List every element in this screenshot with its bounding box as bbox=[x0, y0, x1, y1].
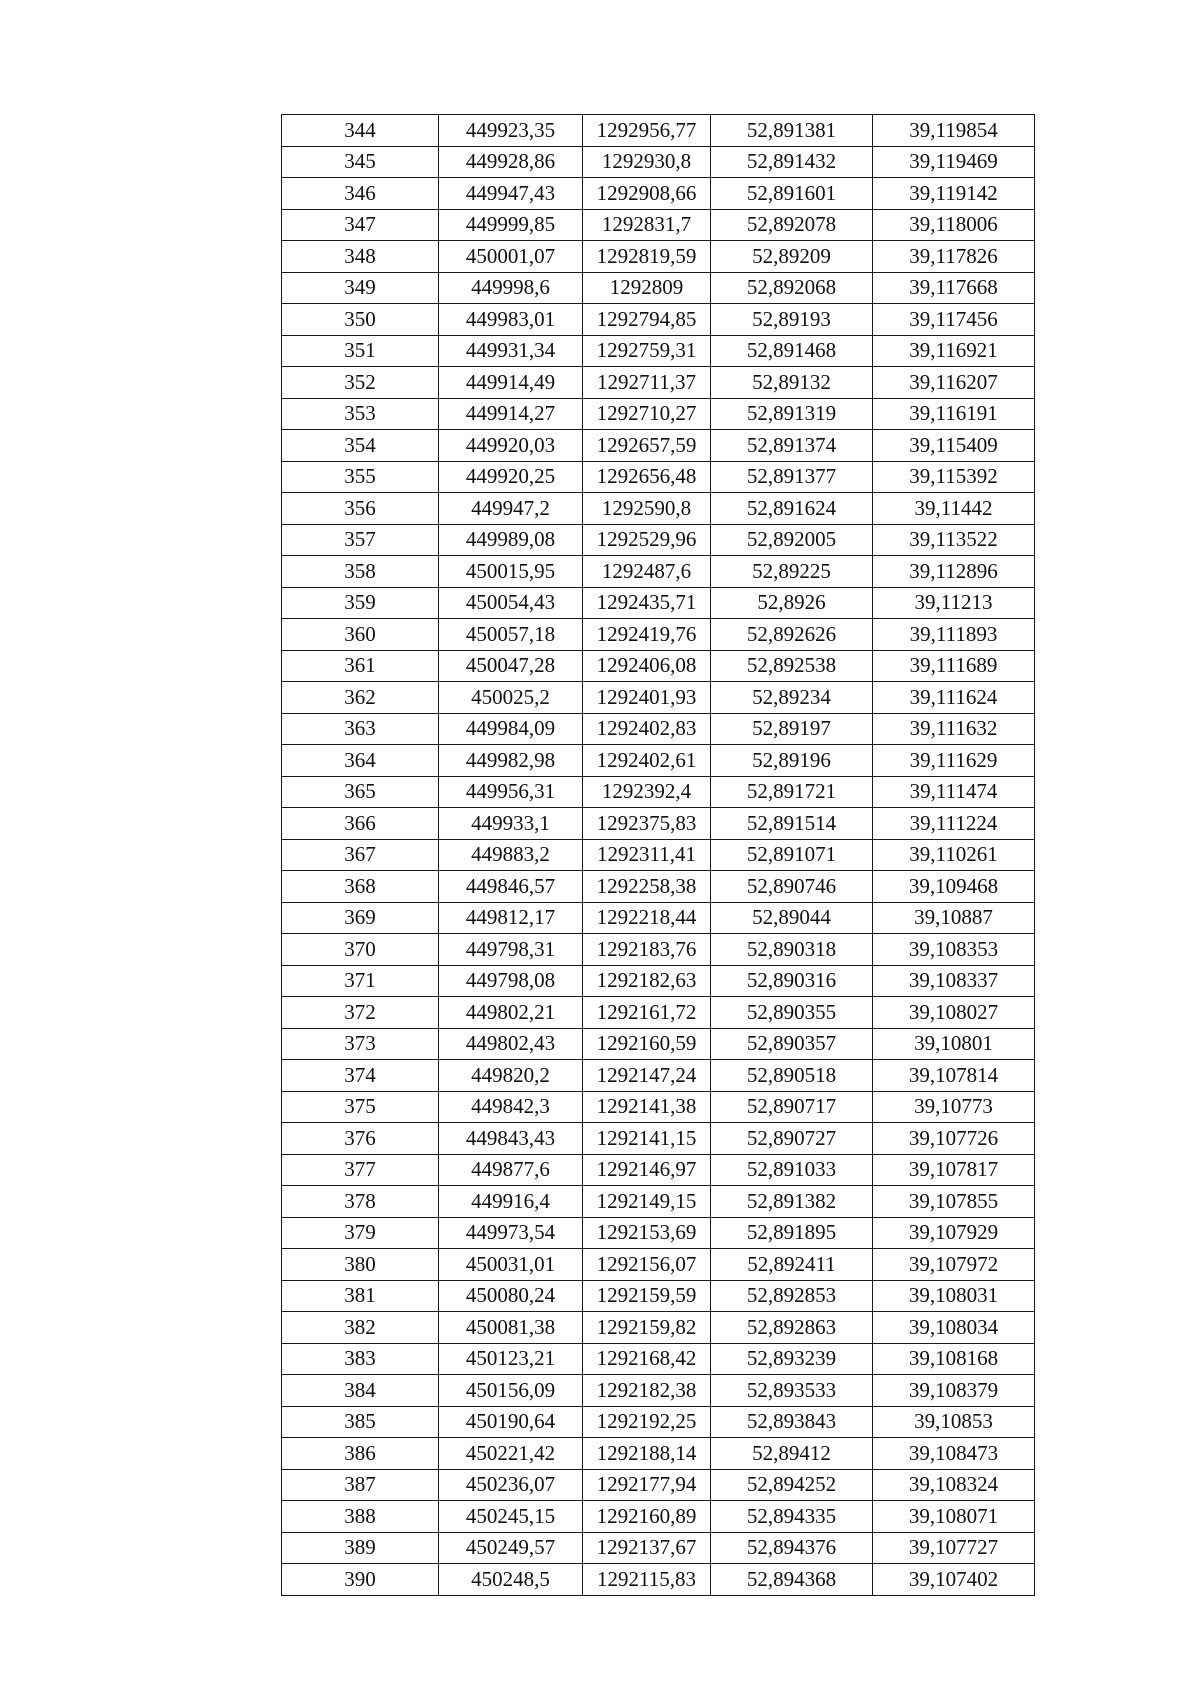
longitude-cell: 39,107402 bbox=[873, 1564, 1035, 1596]
point-number-cell: 365 bbox=[282, 776, 439, 808]
y-coordinate-cell: 1292146,97 bbox=[583, 1154, 711, 1186]
table-row bbox=[282, 146, 1035, 178]
point-number-cell: 376 bbox=[282, 1123, 439, 1155]
point-number-cell: 386 bbox=[282, 1438, 439, 1470]
latitude-cell: 52,89044 bbox=[711, 902, 873, 934]
x-coordinate-cell: 450031,01 bbox=[439, 1249, 583, 1281]
x-coordinate-cell: 449998,6 bbox=[439, 272, 583, 304]
x-coordinate-cell: 449931,34 bbox=[439, 335, 583, 367]
point-number-cell: 345 bbox=[282, 146, 439, 178]
latitude-cell: 52,89412 bbox=[711, 1438, 873, 1470]
point-number-cell: 350 bbox=[282, 304, 439, 336]
table-row bbox=[282, 1343, 1035, 1375]
latitude-cell: 52,89193 bbox=[711, 304, 873, 336]
latitude-cell: 52,890318 bbox=[711, 934, 873, 966]
point-number-cell: 357 bbox=[282, 524, 439, 556]
x-coordinate-cell: 450221,42 bbox=[439, 1438, 583, 1470]
latitude-cell: 52,893239 bbox=[711, 1343, 873, 1375]
x-coordinate-cell: 449923,35 bbox=[439, 115, 583, 147]
point-number-cell: 360 bbox=[282, 619, 439, 651]
x-coordinate-cell: 449947,43 bbox=[439, 178, 583, 210]
x-coordinate-cell: 450001,07 bbox=[439, 241, 583, 273]
x-coordinate-cell: 449920,25 bbox=[439, 461, 583, 493]
x-coordinate-cell: 450054,43 bbox=[439, 587, 583, 619]
x-coordinate-cell: 449956,31 bbox=[439, 776, 583, 808]
point-number-cell: 355 bbox=[282, 461, 439, 493]
latitude-cell: 52,891721 bbox=[711, 776, 873, 808]
longitude-cell: 39,108353 bbox=[873, 934, 1035, 966]
point-number-cell: 353 bbox=[282, 398, 439, 430]
x-coordinate-cell: 449916,4 bbox=[439, 1186, 583, 1218]
latitude-cell: 52,890717 bbox=[711, 1091, 873, 1123]
x-coordinate-cell: 449982,98 bbox=[439, 745, 583, 777]
y-coordinate-cell: 1292809 bbox=[583, 272, 711, 304]
latitude-cell: 52,892538 bbox=[711, 650, 873, 682]
latitude-cell: 52,891382 bbox=[711, 1186, 873, 1218]
longitude-cell: 39,111893 bbox=[873, 619, 1035, 651]
x-coordinate-cell: 450249,57 bbox=[439, 1532, 583, 1564]
longitude-cell: 39,109468 bbox=[873, 871, 1035, 903]
table-row bbox=[282, 115, 1035, 147]
latitude-cell: 52,89234 bbox=[711, 682, 873, 714]
point-number-cell: 354 bbox=[282, 430, 439, 462]
y-coordinate-cell: 1292529,96 bbox=[583, 524, 711, 556]
point-number-cell: 347 bbox=[282, 209, 439, 241]
point-number-cell: 377 bbox=[282, 1154, 439, 1186]
point-number-cell: 352 bbox=[282, 367, 439, 399]
point-number-cell: 369 bbox=[282, 902, 439, 934]
x-coordinate-cell: 450190,64 bbox=[439, 1406, 583, 1438]
latitude-cell: 52,891624 bbox=[711, 493, 873, 525]
table-row bbox=[282, 556, 1035, 588]
y-coordinate-cell: 1292759,31 bbox=[583, 335, 711, 367]
point-number-cell: 362 bbox=[282, 682, 439, 714]
y-coordinate-cell: 1292487,6 bbox=[583, 556, 711, 588]
y-coordinate-cell: 1292153,69 bbox=[583, 1217, 711, 1249]
x-coordinate-cell: 449914,49 bbox=[439, 367, 583, 399]
y-coordinate-cell: 1292711,37 bbox=[583, 367, 711, 399]
y-coordinate-cell: 1292192,25 bbox=[583, 1406, 711, 1438]
latitude-cell: 52,894335 bbox=[711, 1501, 873, 1533]
x-coordinate-cell: 449914,27 bbox=[439, 398, 583, 430]
table-row bbox=[282, 713, 1035, 745]
x-coordinate-cell: 449984,09 bbox=[439, 713, 583, 745]
longitude-cell: 39,108034 bbox=[873, 1312, 1035, 1344]
point-number-cell: 358 bbox=[282, 556, 439, 588]
y-coordinate-cell: 1292168,42 bbox=[583, 1343, 711, 1375]
longitude-cell: 39,111689 bbox=[873, 650, 1035, 682]
table-row bbox=[282, 1060, 1035, 1092]
point-number-cell: 379 bbox=[282, 1217, 439, 1249]
point-number-cell: 382 bbox=[282, 1312, 439, 1344]
longitude-cell: 39,119854 bbox=[873, 115, 1035, 147]
longitude-cell: 39,10853 bbox=[873, 1406, 1035, 1438]
table-row bbox=[282, 304, 1035, 336]
latitude-cell: 52,892005 bbox=[711, 524, 873, 556]
x-coordinate-cell: 449983,01 bbox=[439, 304, 583, 336]
y-coordinate-cell: 1292161,72 bbox=[583, 997, 711, 1029]
point-number-cell: 378 bbox=[282, 1186, 439, 1218]
y-coordinate-cell: 1292115,83 bbox=[583, 1564, 711, 1596]
table-row bbox=[282, 1532, 1035, 1564]
table-row bbox=[282, 241, 1035, 273]
point-number-cell: 344 bbox=[282, 115, 439, 147]
point-number-cell: 374 bbox=[282, 1060, 439, 1092]
y-coordinate-cell: 1292375,83 bbox=[583, 808, 711, 840]
table-row bbox=[282, 682, 1035, 714]
point-number-cell: 349 bbox=[282, 272, 439, 304]
longitude-cell: 39,108027 bbox=[873, 997, 1035, 1029]
point-number-cell: 380 bbox=[282, 1249, 439, 1281]
longitude-cell: 39,119142 bbox=[873, 178, 1035, 210]
longitude-cell: 39,107929 bbox=[873, 1217, 1035, 1249]
table-row bbox=[282, 776, 1035, 808]
table-row bbox=[282, 178, 1035, 210]
x-coordinate-cell: 450156,09 bbox=[439, 1375, 583, 1407]
longitude-cell: 39,116191 bbox=[873, 398, 1035, 430]
table-row bbox=[282, 587, 1035, 619]
x-coordinate-cell: 449846,57 bbox=[439, 871, 583, 903]
table-row bbox=[282, 1312, 1035, 1344]
longitude-cell: 39,119469 bbox=[873, 146, 1035, 178]
x-coordinate-cell: 450123,21 bbox=[439, 1343, 583, 1375]
table-row bbox=[282, 430, 1035, 462]
longitude-cell: 39,108168 bbox=[873, 1343, 1035, 1375]
y-coordinate-cell: 1292392,4 bbox=[583, 776, 711, 808]
y-coordinate-cell: 1292402,61 bbox=[583, 745, 711, 777]
x-coordinate-cell: 449798,08 bbox=[439, 965, 583, 997]
table-row bbox=[282, 367, 1035, 399]
point-number-cell: 371 bbox=[282, 965, 439, 997]
table-row bbox=[282, 461, 1035, 493]
y-coordinate-cell: 1292435,71 bbox=[583, 587, 711, 619]
point-number-cell: 346 bbox=[282, 178, 439, 210]
x-coordinate-cell: 450236,07 bbox=[439, 1469, 583, 1501]
y-coordinate-cell: 1292141,38 bbox=[583, 1091, 711, 1123]
x-coordinate-cell: 449933,1 bbox=[439, 808, 583, 840]
longitude-cell: 39,111474 bbox=[873, 776, 1035, 808]
latitude-cell: 52,891468 bbox=[711, 335, 873, 367]
table-row bbox=[282, 1154, 1035, 1186]
point-number-cell: 390 bbox=[282, 1564, 439, 1596]
x-coordinate-cell: 449999,85 bbox=[439, 209, 583, 241]
longitude-cell: 39,110261 bbox=[873, 839, 1035, 871]
table-row bbox=[282, 745, 1035, 777]
longitude-cell: 39,10801 bbox=[873, 1028, 1035, 1060]
latitude-cell: 52,890355 bbox=[711, 997, 873, 1029]
longitude-cell: 39,117668 bbox=[873, 272, 1035, 304]
table-row bbox=[282, 997, 1035, 1029]
table-row bbox=[282, 1438, 1035, 1470]
latitude-cell: 52,892853 bbox=[711, 1280, 873, 1312]
latitude-cell: 52,890316 bbox=[711, 965, 873, 997]
table-row bbox=[282, 1469, 1035, 1501]
latitude-cell: 52,890727 bbox=[711, 1123, 873, 1155]
point-number-cell: 359 bbox=[282, 587, 439, 619]
longitude-cell: 39,118006 bbox=[873, 209, 1035, 241]
latitude-cell: 52,892411 bbox=[711, 1249, 873, 1281]
y-coordinate-cell: 1292419,76 bbox=[583, 619, 711, 651]
table-row bbox=[282, 1249, 1035, 1281]
table-row bbox=[282, 1186, 1035, 1218]
table-row bbox=[282, 934, 1035, 966]
longitude-cell: 39,108337 bbox=[873, 965, 1035, 997]
y-coordinate-cell: 1292402,83 bbox=[583, 713, 711, 745]
x-coordinate-cell: 449820,2 bbox=[439, 1060, 583, 1092]
latitude-cell: 52,893533 bbox=[711, 1375, 873, 1407]
latitude-cell: 52,892626 bbox=[711, 619, 873, 651]
y-coordinate-cell: 1292137,67 bbox=[583, 1532, 711, 1564]
point-number-cell: 364 bbox=[282, 745, 439, 777]
latitude-cell: 52,891071 bbox=[711, 839, 873, 871]
longitude-cell: 39,107727 bbox=[873, 1532, 1035, 1564]
table-row bbox=[282, 524, 1035, 556]
table-row bbox=[282, 871, 1035, 903]
y-coordinate-cell: 1292590,8 bbox=[583, 493, 711, 525]
x-coordinate-cell: 449812,17 bbox=[439, 902, 583, 934]
longitude-cell: 39,111224 bbox=[873, 808, 1035, 840]
y-coordinate-cell: 1292149,15 bbox=[583, 1186, 711, 1218]
longitude-cell: 39,116207 bbox=[873, 367, 1035, 399]
longitude-cell: 39,108473 bbox=[873, 1438, 1035, 1470]
x-coordinate-cell: 450080,24 bbox=[439, 1280, 583, 1312]
longitude-cell: 39,117456 bbox=[873, 304, 1035, 336]
longitude-cell: 39,107817 bbox=[873, 1154, 1035, 1186]
table-row bbox=[282, 493, 1035, 525]
x-coordinate-cell: 450248,5 bbox=[439, 1564, 583, 1596]
latitude-cell: 52,89196 bbox=[711, 745, 873, 777]
longitude-cell: 39,113522 bbox=[873, 524, 1035, 556]
point-number-cell: 385 bbox=[282, 1406, 439, 1438]
y-coordinate-cell: 1292406,08 bbox=[583, 650, 711, 682]
table-row bbox=[282, 1028, 1035, 1060]
table-row bbox=[282, 398, 1035, 430]
longitude-cell: 39,10887 bbox=[873, 902, 1035, 934]
x-coordinate-cell: 449883,2 bbox=[439, 839, 583, 871]
longitude-cell: 39,108071 bbox=[873, 1501, 1035, 1533]
x-coordinate-cell: 450015,95 bbox=[439, 556, 583, 588]
table-row bbox=[282, 650, 1035, 682]
table-row bbox=[282, 335, 1035, 367]
latitude-cell: 52,891374 bbox=[711, 430, 873, 462]
y-coordinate-cell: 1292831,7 bbox=[583, 209, 711, 241]
x-coordinate-cell: 449842,3 bbox=[439, 1091, 583, 1123]
latitude-cell: 52,89197 bbox=[711, 713, 873, 745]
longitude-cell: 39,111624 bbox=[873, 682, 1035, 714]
latitude-cell: 52,893843 bbox=[711, 1406, 873, 1438]
x-coordinate-cell: 449802,43 bbox=[439, 1028, 583, 1060]
coordinates-table-body bbox=[282, 115, 1035, 1596]
latitude-cell: 52,891033 bbox=[711, 1154, 873, 1186]
point-number-cell: 383 bbox=[282, 1343, 439, 1375]
y-coordinate-cell: 1292147,24 bbox=[583, 1060, 711, 1092]
y-coordinate-cell: 1292188,14 bbox=[583, 1438, 711, 1470]
latitude-cell: 52,89132 bbox=[711, 367, 873, 399]
x-coordinate-cell: 449802,21 bbox=[439, 997, 583, 1029]
longitude-cell: 39,107726 bbox=[873, 1123, 1035, 1155]
table-row bbox=[282, 1123, 1035, 1155]
table-row bbox=[282, 1375, 1035, 1407]
longitude-cell: 39,116921 bbox=[873, 335, 1035, 367]
y-coordinate-cell: 1292657,59 bbox=[583, 430, 711, 462]
x-coordinate-cell: 449989,08 bbox=[439, 524, 583, 556]
table-row bbox=[282, 808, 1035, 840]
x-coordinate-cell: 449928,86 bbox=[439, 146, 583, 178]
y-coordinate-cell: 1292156,07 bbox=[583, 1249, 711, 1281]
y-coordinate-cell: 1292401,93 bbox=[583, 682, 711, 714]
table-row bbox=[282, 1406, 1035, 1438]
latitude-cell: 52,891381 bbox=[711, 115, 873, 147]
latitude-cell: 52,89209 bbox=[711, 241, 873, 273]
x-coordinate-cell: 450245,15 bbox=[439, 1501, 583, 1533]
point-number-cell: 367 bbox=[282, 839, 439, 871]
y-coordinate-cell: 1292794,85 bbox=[583, 304, 711, 336]
longitude-cell: 39,108031 bbox=[873, 1280, 1035, 1312]
latitude-cell: 52,894368 bbox=[711, 1564, 873, 1596]
table-row bbox=[282, 1501, 1035, 1533]
y-coordinate-cell: 1292182,63 bbox=[583, 965, 711, 997]
latitude-cell: 52,891514 bbox=[711, 808, 873, 840]
y-coordinate-cell: 1292159,59 bbox=[583, 1280, 711, 1312]
coordinates-table bbox=[281, 114, 1035, 1596]
point-number-cell: 384 bbox=[282, 1375, 439, 1407]
point-number-cell: 356 bbox=[282, 493, 439, 525]
table-row bbox=[282, 619, 1035, 651]
latitude-cell: 52,894252 bbox=[711, 1469, 873, 1501]
latitude-cell: 52,892068 bbox=[711, 272, 873, 304]
x-coordinate-cell: 450057,18 bbox=[439, 619, 583, 651]
longitude-cell: 39,11213 bbox=[873, 587, 1035, 619]
longitude-cell: 39,115409 bbox=[873, 430, 1035, 462]
point-number-cell: 388 bbox=[282, 1501, 439, 1533]
x-coordinate-cell: 449798,31 bbox=[439, 934, 583, 966]
y-coordinate-cell: 1292258,38 bbox=[583, 871, 711, 903]
longitude-cell: 39,115392 bbox=[873, 461, 1035, 493]
x-coordinate-cell: 450081,38 bbox=[439, 1312, 583, 1344]
point-number-cell: 381 bbox=[282, 1280, 439, 1312]
point-number-cell: 389 bbox=[282, 1532, 439, 1564]
y-coordinate-cell: 1292160,59 bbox=[583, 1028, 711, 1060]
table-row bbox=[282, 1217, 1035, 1249]
y-coordinate-cell: 1292656,48 bbox=[583, 461, 711, 493]
x-coordinate-cell: 449920,03 bbox=[439, 430, 583, 462]
y-coordinate-cell: 1292177,94 bbox=[583, 1469, 711, 1501]
y-coordinate-cell: 1292160,89 bbox=[583, 1501, 711, 1533]
longitude-cell: 39,107814 bbox=[873, 1060, 1035, 1092]
point-number-cell: 363 bbox=[282, 713, 439, 745]
latitude-cell: 52,894376 bbox=[711, 1532, 873, 1564]
x-coordinate-cell: 449973,54 bbox=[439, 1217, 583, 1249]
longitude-cell: 39,11442 bbox=[873, 493, 1035, 525]
table-row bbox=[282, 965, 1035, 997]
latitude-cell: 52,89225 bbox=[711, 556, 873, 588]
table-row bbox=[282, 1280, 1035, 1312]
point-number-cell: 387 bbox=[282, 1469, 439, 1501]
longitude-cell: 39,107972 bbox=[873, 1249, 1035, 1281]
latitude-cell: 52,891432 bbox=[711, 146, 873, 178]
latitude-cell: 52,891377 bbox=[711, 461, 873, 493]
point-number-cell: 373 bbox=[282, 1028, 439, 1060]
latitude-cell: 52,891895 bbox=[711, 1217, 873, 1249]
longitude-cell: 39,108324 bbox=[873, 1469, 1035, 1501]
y-coordinate-cell: 1292908,66 bbox=[583, 178, 711, 210]
y-coordinate-cell: 1292819,59 bbox=[583, 241, 711, 273]
y-coordinate-cell: 1292311,41 bbox=[583, 839, 711, 871]
point-number-cell: 375 bbox=[282, 1091, 439, 1123]
latitude-cell: 52,891601 bbox=[711, 178, 873, 210]
y-coordinate-cell: 1292218,44 bbox=[583, 902, 711, 934]
longitude-cell: 39,111629 bbox=[873, 745, 1035, 777]
latitude-cell: 52,890518 bbox=[711, 1060, 873, 1092]
latitude-cell: 52,891319 bbox=[711, 398, 873, 430]
table-row bbox=[282, 272, 1035, 304]
longitude-cell: 39,107855 bbox=[873, 1186, 1035, 1218]
point-number-cell: 370 bbox=[282, 934, 439, 966]
point-number-cell: 351 bbox=[282, 335, 439, 367]
latitude-cell: 52,892078 bbox=[711, 209, 873, 241]
table-row bbox=[282, 1091, 1035, 1123]
y-coordinate-cell: 1292141,15 bbox=[583, 1123, 711, 1155]
table-row bbox=[282, 839, 1035, 871]
y-coordinate-cell: 1292182,38 bbox=[583, 1375, 711, 1407]
table-row bbox=[282, 209, 1035, 241]
point-number-cell: 368 bbox=[282, 871, 439, 903]
y-coordinate-cell: 1292159,82 bbox=[583, 1312, 711, 1344]
latitude-cell: 52,890746 bbox=[711, 871, 873, 903]
point-number-cell: 361 bbox=[282, 650, 439, 682]
longitude-cell: 39,112896 bbox=[873, 556, 1035, 588]
latitude-cell: 52,890357 bbox=[711, 1028, 873, 1060]
longitude-cell: 39,117826 bbox=[873, 241, 1035, 273]
latitude-cell: 52,8926 bbox=[711, 587, 873, 619]
y-coordinate-cell: 1292183,76 bbox=[583, 934, 711, 966]
y-coordinate-cell: 1292930,8 bbox=[583, 146, 711, 178]
x-coordinate-cell: 450025,2 bbox=[439, 682, 583, 714]
longitude-cell: 39,111632 bbox=[873, 713, 1035, 745]
y-coordinate-cell: 1292956,77 bbox=[583, 115, 711, 147]
point-number-cell: 348 bbox=[282, 241, 439, 273]
point-number-cell: 366 bbox=[282, 808, 439, 840]
x-coordinate-cell: 449843,43 bbox=[439, 1123, 583, 1155]
point-number-cell: 372 bbox=[282, 997, 439, 1029]
longitude-cell: 39,10773 bbox=[873, 1091, 1035, 1123]
x-coordinate-cell: 449877,6 bbox=[439, 1154, 583, 1186]
longitude-cell: 39,108379 bbox=[873, 1375, 1035, 1407]
y-coordinate-cell: 1292710,27 bbox=[583, 398, 711, 430]
latitude-cell: 52,892863 bbox=[711, 1312, 873, 1344]
table-row bbox=[282, 902, 1035, 934]
x-coordinate-cell: 450047,28 bbox=[439, 650, 583, 682]
table-row bbox=[282, 1564, 1035, 1596]
x-coordinate-cell: 449947,2 bbox=[439, 493, 583, 525]
